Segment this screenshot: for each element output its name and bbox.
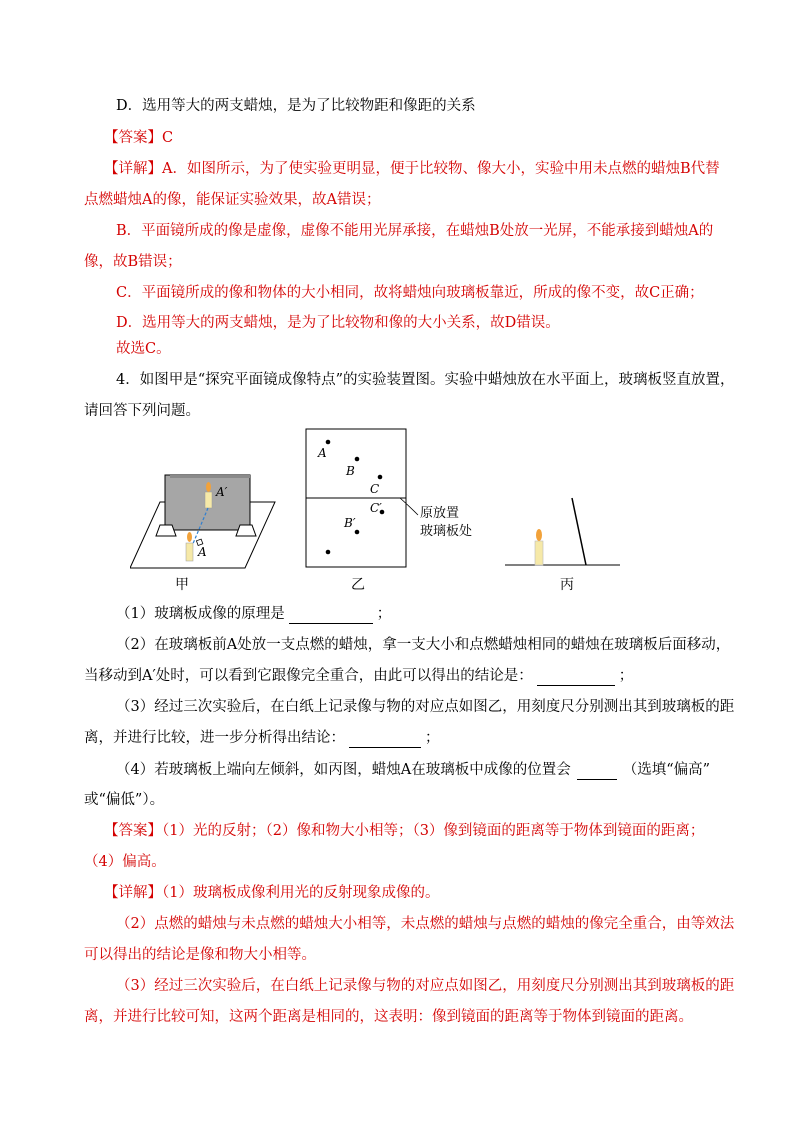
candle-bing <box>535 541 543 565</box>
label-point-b: B <box>346 464 355 478</box>
q4-detail-3-line-2: 离，并进行比较可知，这两个距离是相同的，这表明：像到镜面的距离等于物体到镜面的距离。 <box>84 1009 693 1025</box>
answer-value: C <box>162 130 174 146</box>
q4-detail-1 <box>104 883 439 903</box>
caption-jia: 甲 <box>175 577 189 593</box>
sub3-suffix: ； <box>425 730 440 746</box>
sub-question-2-line-1: （2）在玻璃板前A处放一支点燃的蜡烛，拿一支大小和点燃蜡烛相同的蜡烛在玻璃板后面移动， <box>116 637 731 653</box>
sub4-suffix: （选填“偏高” <box>622 762 711 778</box>
label-point-c-prime: C′ <box>370 501 382 515</box>
q4-answer-label: 【答案】 <box>104 823 162 839</box>
blank-2[interactable] <box>537 669 615 686</box>
q4-detail-2-line-2: 可以得出的结论是像和物大小相等。 <box>84 947 316 963</box>
q4-answer-line-1 <box>104 821 704 841</box>
caption-bing: 丙 <box>560 577 574 593</box>
answer-label: 【答案】 <box>104 130 162 146</box>
figure-yi <box>300 425 490 570</box>
q4-detail-label: 【详解】 <box>104 885 162 901</box>
sub1-suffix: ； <box>376 606 392 622</box>
q4-answer-line-2: （4）偏高。 <box>84 854 166 870</box>
callout-line-1: 原放置 <box>420 506 460 521</box>
candle-image <box>205 492 212 508</box>
sub-question-1 <box>116 604 391 624</box>
label-a: A <box>198 545 207 559</box>
sub1-text: （1）玻璃板成像的原理是 <box>116 606 285 622</box>
sub-question-3-line-1: （3）经过三次实验后，在白纸上记录像与物的对应点如图乙，用刻度尺分别测出其到玻璃板的距 <box>116 699 735 715</box>
sub4-text: （4）若玻璃板上端向左倾斜，如丙图，蜡烛A在玻璃板中成像的位置会 <box>116 762 571 778</box>
sub2-text: 当移动到A′处时，可以看到它跟像完全重合，由此可以得出的结论是： <box>84 668 533 684</box>
label-point-a: A <box>318 446 327 460</box>
q4-answer-text: （1）光的反射；（2）像和物大小相等；（3）像到镜面的距离等于物体到镜面的距离； <box>162 823 705 839</box>
prev-detail-c: C．平面镜所成的像和物体的大小相同，故将蜡烛向玻璃板靠近，所成的像不变，故C正确； <box>116 285 704 301</box>
prev-detail-b-1: B．平面镜所成的像是虚像，虚像不能用光屏承接，在蜡烛B处放一光屏，不能承接到蜡烛A的 <box>116 223 714 239</box>
label-point-b-prime: B′ <box>344 516 356 530</box>
callout-line-2: 玻璃板处 <box>420 524 473 539</box>
detail-label: 【详解】 <box>104 161 162 177</box>
label-a-prime: A′ <box>216 485 228 499</box>
tilted-glass <box>572 498 586 565</box>
prev-detail-a-1 <box>104 159 720 179</box>
q4-detail-2-line-1: （2）点燃的蜡烛与未点燃的蜡烛大小相等，未点燃的蜡烛与点燃的蜡烛的像完全重合，由等效法 <box>116 916 735 932</box>
blank-3[interactable] <box>349 731 421 748</box>
q4-detail-3-line-1: （3）经过三次实验后，在白纸上记录像与物的对应点如图乙，用刻度尺分别测出其到玻璃板的距 <box>116 978 735 994</box>
prev-detail-d: D．选用等大的两支蜡烛，是为了比较物和像的大小关系，故D错误。 <box>116 315 560 331</box>
option-d: D．选用等大的两支蜡烛，是为了比较物距和像距的关系 <box>116 98 476 114</box>
blank-4[interactable] <box>577 763 617 780</box>
sub-question-2-line-2 <box>84 666 633 686</box>
prev-detail-a-2: 点燃蜡烛A的像，能保证实验效果，故A错误； <box>84 192 381 208</box>
support-left <box>156 525 176 536</box>
sub2-suffix: ； <box>618 668 634 684</box>
sub-question-3-line-2 <box>84 728 440 748</box>
sub-question-4-line-2: 或“偏低”）。 <box>84 792 165 808</box>
detail-a-text: A．如图所示，为了使实验更明显，便于比较物、像大小，实验中用未点燃的蜡烛B代替 <box>162 161 720 177</box>
caption-yi: 乙 <box>351 577 365 593</box>
prev-detail-b-2: 像，故B错误； <box>84 254 182 270</box>
sub-question-4-line-1 <box>116 760 710 780</box>
sub3-text: 离，并进行比较，进一步分析得出结论： <box>84 730 345 746</box>
q4-stem-1: 4．如图甲是“探究平面镜成像特点”的实验装置图。实验中蜡烛放在水平面上，玻璃板竖直放置， <box>116 372 735 388</box>
figure-bing <box>505 490 625 575</box>
figure-jia <box>130 470 280 570</box>
candle-object <box>186 543 193 561</box>
support-right <box>236 525 256 536</box>
label-point-c: C <box>370 482 380 496</box>
q4-stem-2: 请回答下列问题。 <box>84 403 200 419</box>
prev-conclusion: 故选C。 <box>116 341 171 357</box>
q4-detail-1-text: （1）玻璃板成像利用光的反射现象成像的。 <box>162 885 440 901</box>
prev-answer <box>104 128 173 148</box>
blank-1[interactable] <box>289 607 373 624</box>
